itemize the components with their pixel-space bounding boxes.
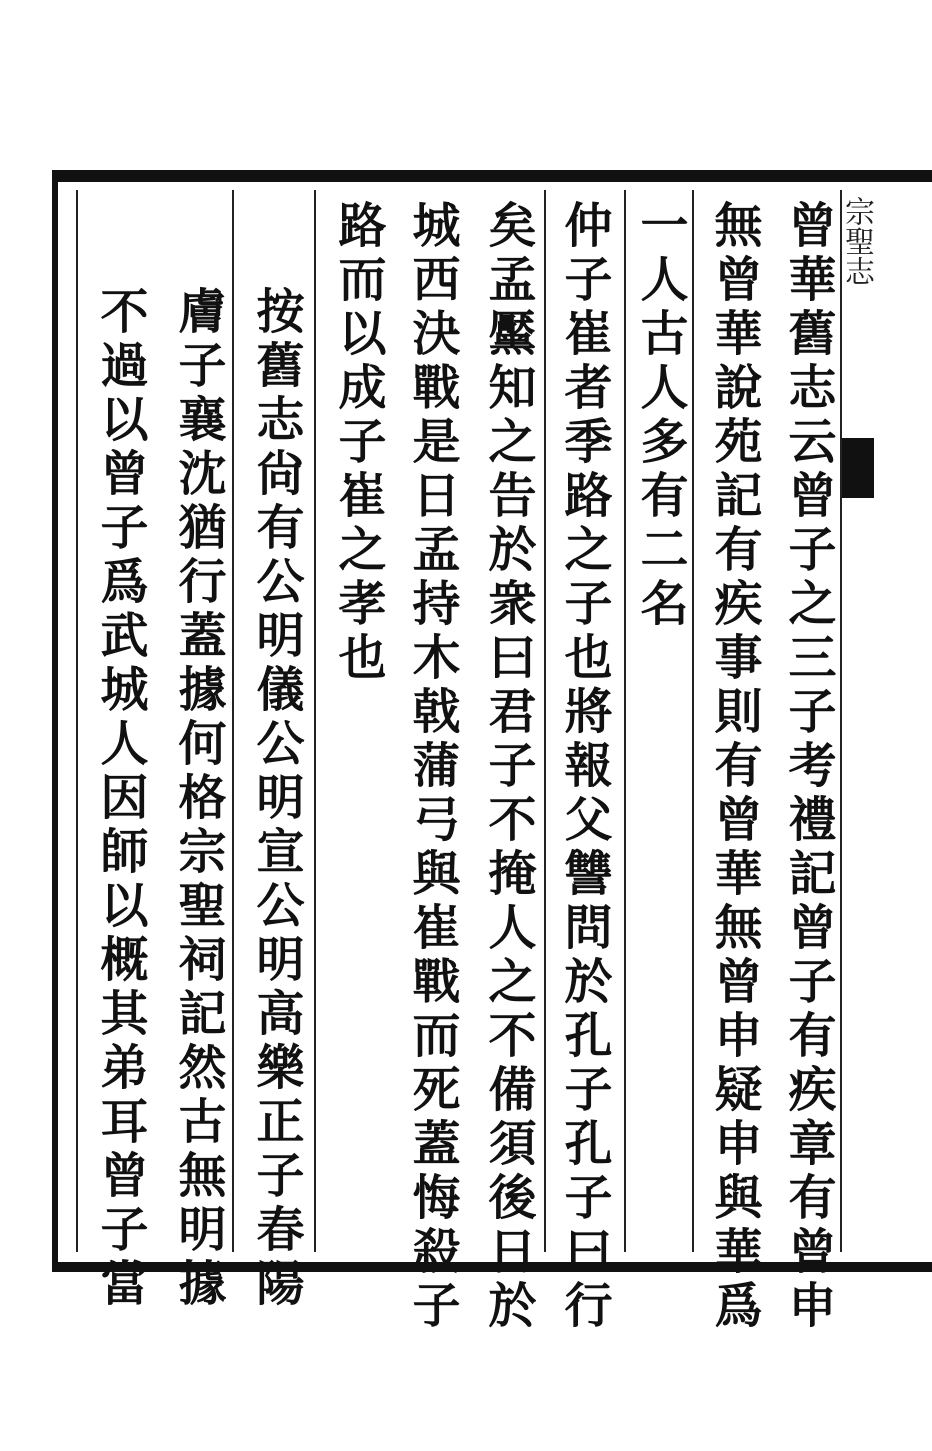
column-rule [232,190,234,1252]
text-column-5: 矣孟黶知之告於衆曰君子不掩人之不備須後日於 [480,200,536,1334]
text-column-2: 無曾華說苑記有疾事則有曾華無曾申疑申與華爲 [706,200,762,1334]
column-rule [840,190,842,1252]
column-rule [624,190,626,1252]
column-rule [692,190,694,1252]
column-rule [314,190,316,1252]
text-column-8: 按舊志尙有公明儀公明宣公明高樂正子春陽 [248,286,304,1312]
margin-tab [842,438,874,498]
text-column-10: 不過以曾子爲武城人因師以概其弟耳曾子當 [92,286,148,1312]
text-column-7: 路而以成子崔之孝也 [330,200,386,686]
text-column-4: 仲子崔者季路之子也將報父讐問於孔子孔子曰行 [556,200,612,1334]
column-rule [76,190,78,1252]
text-column-1: 曾華舊志云曾子之三子考禮記曾子有疾章有曾申 [780,200,836,1334]
column-rule [544,190,546,1252]
text-column-3: 一人古人多有二名 [632,200,688,632]
margin-title-fragment: 宗聖志 [839,196,874,286]
text-column-6: 城西決戰是日孟持木戟蒲弓與崔戰而死蓋悔殺子 [404,200,460,1334]
text-column-9: 膚子襄沈猶行蓋據何格宗聖祠記然古無明據 [170,286,226,1312]
